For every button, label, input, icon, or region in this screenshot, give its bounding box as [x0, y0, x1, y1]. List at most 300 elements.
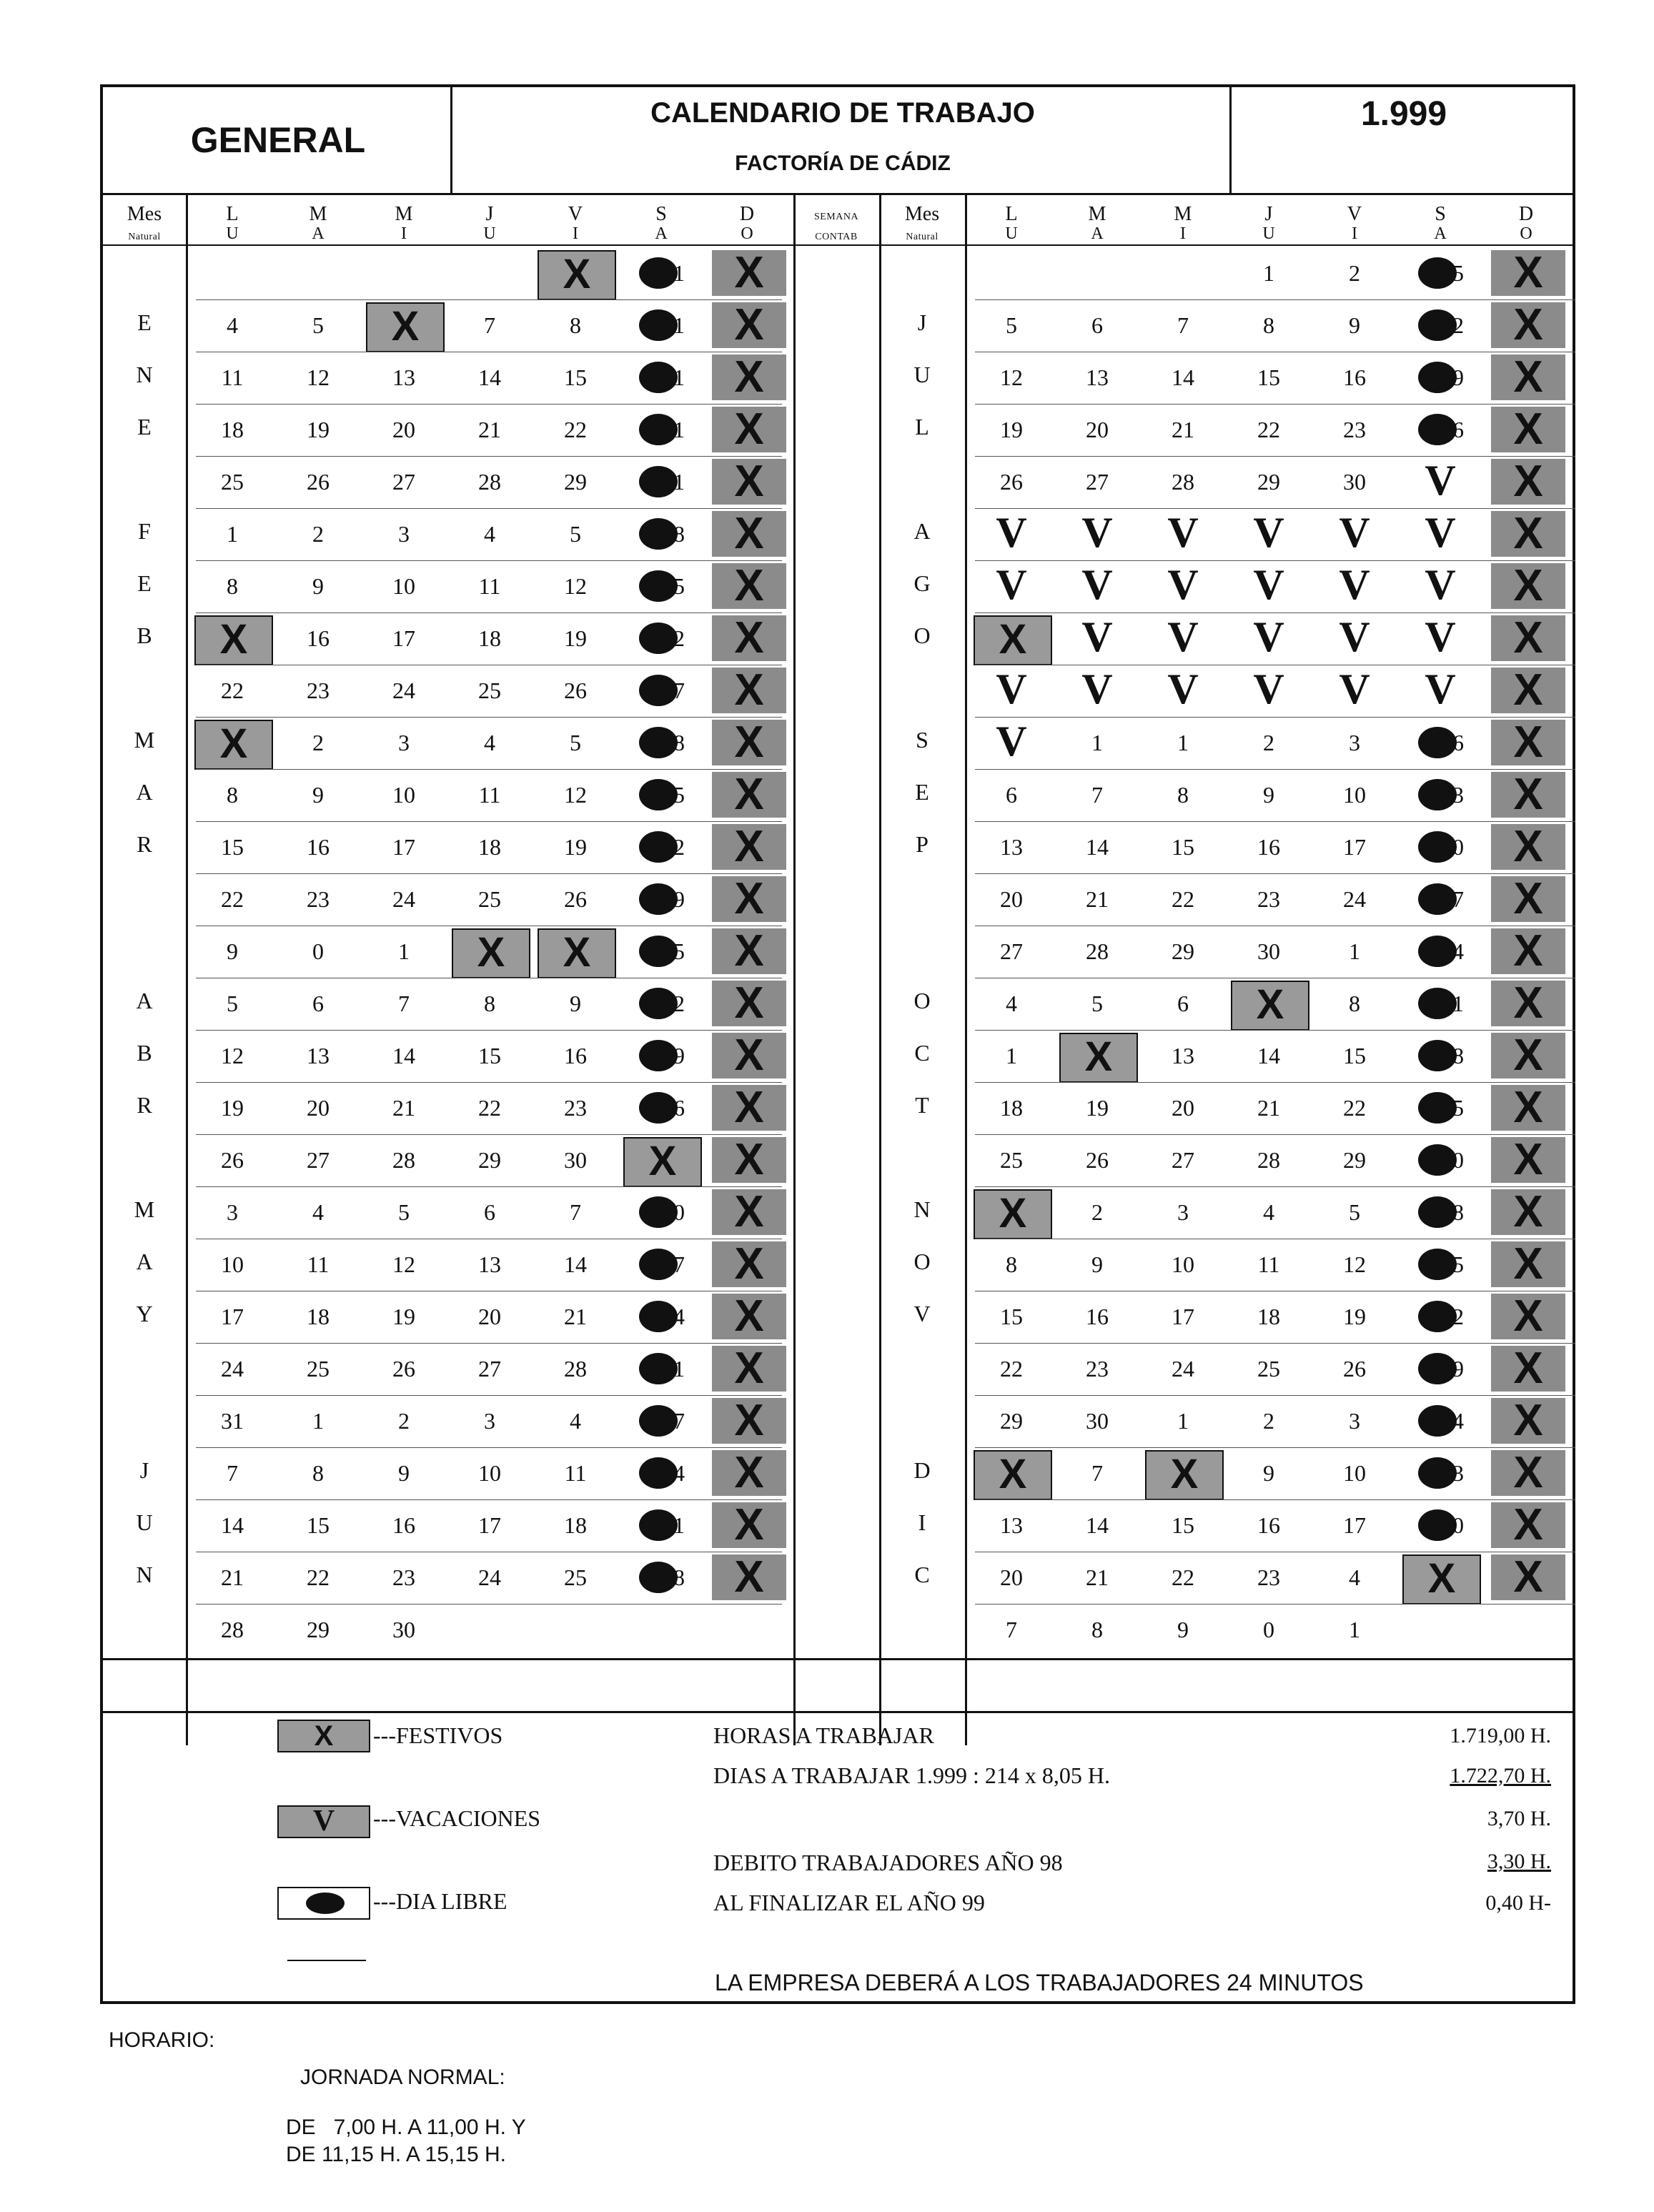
sunday-festivo-mark: X [1491, 1346, 1565, 1392]
day-number: 21 [478, 417, 501, 442]
day-number: 26 [221, 1147, 244, 1173]
vacaciones-mark: V [996, 718, 1027, 765]
festivo-mark: X [974, 1450, 1052, 1500]
day-header-sub: O [1520, 224, 1532, 243]
day-number: 13 [478, 1251, 501, 1277]
day-number: 23 [564, 1095, 587, 1121]
row-rule [196, 821, 782, 822]
week-number: 5 [673, 938, 685, 964]
week-number: 0 [673, 1199, 685, 1225]
row-rule [975, 1343, 1575, 1344]
sunday-festivo-mark: X [1491, 1398, 1565, 1444]
legend-blank-line [287, 1960, 366, 1961]
week-number: 5 [1452, 260, 1464, 286]
day-number: 15 [307, 1512, 330, 1538]
day-number: 21 [1257, 1095, 1280, 1121]
month-letter: L [915, 414, 929, 440]
week-number: 2 [673, 991, 685, 1016]
day-number: 8 [227, 573, 238, 599]
row-rule [975, 1186, 1575, 1187]
sunday-festivo-mark: X [712, 1294, 786, 1339]
day-number: 4 [1006, 991, 1017, 1016]
day-number: 9 [312, 573, 324, 599]
week-number: 9 [673, 1043, 685, 1068]
day-header: D [739, 203, 755, 225]
row-rule [196, 1134, 782, 1135]
vacaciones-mark: V [1253, 509, 1284, 556]
day-number: 8 [484, 991, 495, 1016]
sunday-festivo-mark: X [1491, 981, 1565, 1026]
day-header-sub: U [226, 224, 239, 243]
day-number: 15 [478, 1043, 501, 1068]
day-number: 0 [1263, 1617, 1274, 1642]
day-number: 16 [307, 834, 330, 860]
day-number: 22 [478, 1095, 501, 1121]
day-number: 27 [307, 1147, 330, 1173]
day-number: 11 [221, 364, 244, 390]
row-rule [975, 456, 1575, 457]
row-rule [975, 404, 1575, 405]
day-number: 22 [1172, 1564, 1194, 1590]
day-number: 7 [1091, 1460, 1103, 1486]
day-number: 9 [1091, 1251, 1103, 1277]
day-number: 19 [1343, 1304, 1366, 1329]
day-header-sub: A [1091, 224, 1104, 243]
month-letter: M [134, 727, 155, 753]
day-number: 9 [312, 782, 324, 808]
week-number: 1 [673, 312, 685, 338]
vacaciones-mark: V [1339, 665, 1370, 713]
day-number: 21 [392, 1095, 415, 1121]
week-number: 2 [673, 625, 685, 651]
sunday-festivo-mark: X [712, 459, 786, 505]
day-number: 14 [1086, 834, 1109, 860]
row-rule [975, 299, 1575, 300]
week-number: 1 [673, 469, 685, 495]
day-number: 16 [307, 625, 330, 651]
day-number: 8 [1091, 1617, 1103, 1642]
day-number: 23 [307, 886, 330, 912]
vacaciones-mark: V [996, 561, 1027, 608]
day-number: 21 [1086, 886, 1109, 912]
day-number: 1 [1177, 730, 1189, 755]
mes-sub-header: Natural [906, 232, 939, 242]
vacaciones-mark: V [1253, 665, 1284, 713]
day-number: 24 [392, 678, 415, 703]
sunday-festivo-mark: X [712, 302, 786, 348]
week-number: 1 [1452, 991, 1464, 1016]
day-number: 21 [564, 1304, 587, 1329]
month-letter: U [136, 1509, 153, 1535]
vacaciones-mark: V [1339, 561, 1370, 608]
day-header: S [655, 203, 667, 225]
vacaciones-mark: V [1425, 457, 1456, 504]
day-number: 14 [564, 1251, 587, 1277]
day-number: 7 [570, 1199, 581, 1225]
row-rule [196, 508, 782, 509]
day-number: 27 [1086, 469, 1109, 495]
day-number: 11 [564, 1460, 587, 1486]
mes-header: Mes [904, 203, 940, 225]
day-number: 8 [1177, 782, 1189, 808]
vacaciones-mark: V [1253, 561, 1284, 608]
week-number: 6 [673, 1095, 685, 1121]
day-number: 23 [392, 1564, 415, 1590]
sunday-festivo-mark: X [1491, 668, 1565, 713]
horas-label: HORAS A TRABAJAR [713, 1722, 934, 1748]
sunday-festivo-mark: X [1491, 354, 1565, 400]
vacaciones-mark: V [996, 509, 1027, 556]
sunday-festivo-mark: X [712, 615, 786, 661]
sunday-festivo-mark: X [1491, 876, 1565, 922]
day-number: 17 [221, 1304, 244, 1329]
day-header-sub: I [1180, 224, 1186, 243]
month-letter: N [913, 1196, 931, 1222]
day-number: 17 [1172, 1304, 1194, 1329]
sunday-festivo-mark: X [1491, 1033, 1565, 1078]
day-number: 7 [227, 1460, 238, 1486]
festivo-mark: X [194, 720, 273, 770]
day-number: 15 [1172, 1512, 1194, 1538]
day-number: 28 [392, 1147, 415, 1173]
day-number: 1 [1091, 730, 1103, 755]
vacaciones-mark: V [1081, 509, 1113, 556]
vacaciones-legend-icon: V [277, 1805, 370, 1838]
row-rule [975, 1499, 1575, 1500]
day-number: 2 [1091, 1199, 1103, 1225]
sunday-festivo-mark: X [1491, 1502, 1565, 1548]
day-number: 25 [478, 678, 501, 703]
day-number: 18 [307, 1304, 330, 1329]
factory-subtitle: FACTORÍA DE CÁDIZ [735, 152, 951, 175]
day-number: 19 [392, 1304, 415, 1329]
week-number: 5 [1452, 1251, 1464, 1277]
month-letter: P [916, 831, 928, 857]
week-number: 1 [673, 1356, 685, 1382]
day-header: J [485, 203, 494, 225]
day-number: 18 [478, 625, 501, 651]
day-number: 16 [392, 1512, 415, 1538]
day-number: 17 [478, 1512, 501, 1538]
vacaciones-legend-label: ---VACACIONES [373, 1805, 541, 1831]
day-number: 17 [392, 625, 415, 651]
day-number: 11 [478, 573, 501, 599]
day-header-sub: U [1262, 224, 1275, 243]
month-letter: E [137, 570, 152, 596]
day-number: 26 [564, 678, 587, 703]
day-number: 24 [392, 886, 415, 912]
day-number: 3 [398, 730, 410, 755]
week-number: 3 [1452, 782, 1464, 808]
day-number: 23 [307, 678, 330, 703]
sunday-festivo-mark: X [1491, 1241, 1565, 1287]
vacaciones-mark: V [1081, 561, 1113, 608]
day-header: S [1435, 203, 1446, 225]
week-number: 4 [1452, 938, 1464, 964]
day-number: 19 [221, 1095, 244, 1121]
day-number: 1 [312, 1408, 324, 1434]
month-letter: V [913, 1301, 931, 1326]
day-header: L [226, 203, 239, 225]
week-number: 0 [1452, 834, 1464, 860]
day-number: 4 [484, 521, 495, 547]
row-rule [196, 717, 782, 718]
day-header: M [395, 203, 413, 225]
day-number: 19 [564, 625, 587, 651]
day-number: 17 [392, 834, 415, 860]
sunday-festivo-mark: X [712, 876, 786, 922]
day-number: 7 [1091, 782, 1103, 808]
day-number: 10 [478, 1460, 501, 1486]
day-number: 12 [307, 364, 330, 390]
day-number: 3 [1177, 1199, 1189, 1225]
row-rule [196, 1395, 782, 1396]
week-number: 2 [673, 834, 685, 860]
day-number: 3 [227, 1199, 238, 1225]
day-number: 12 [392, 1251, 415, 1277]
day-number: 20 [392, 417, 415, 442]
day-number: 25 [478, 886, 501, 912]
row-rule [975, 1134, 1575, 1135]
festivo-mark: X [538, 928, 616, 978]
day-number: 9 [227, 938, 238, 964]
day-number: 25 [564, 1564, 587, 1590]
legend-top-rule [103, 1711, 1575, 1713]
month-letter: O [913, 988, 931, 1013]
month-letter: J [139, 1457, 149, 1483]
vacaciones-mark: V [1167, 561, 1199, 608]
day-number: 3 [1349, 730, 1360, 755]
day-number: 10 [392, 782, 415, 808]
day-header: D [1518, 203, 1534, 225]
sunday-festivo-mark: X [1491, 407, 1565, 452]
day-number: 10 [1343, 1460, 1366, 1486]
sunday-festivo-mark: X [1491, 563, 1565, 609]
row-rule [975, 1604, 1575, 1605]
day-number: 15 [1257, 364, 1280, 390]
week-number: 7 [1452, 886, 1464, 912]
row-rule [975, 717, 1575, 718]
mes-header: Mes [127, 203, 162, 225]
day-number: 20 [478, 1304, 501, 1329]
day-number: 18 [564, 1512, 587, 1538]
week-number: 1 [673, 364, 685, 390]
week-number: 4 [673, 1460, 685, 1486]
day-number: 29 [478, 1147, 501, 1173]
day-header: V [1347, 203, 1362, 225]
month-letter: R [137, 1092, 152, 1118]
day-number: 1 [1349, 938, 1360, 964]
day-number: 9 [398, 1460, 410, 1486]
day-number: 9 [1263, 1460, 1274, 1486]
dia-libre-legend-icon [277, 1887, 370, 1920]
year-heading: 1.999 [1360, 95, 1447, 133]
vacaciones-mark: V [1167, 509, 1199, 556]
day-number: 4 [1349, 1564, 1360, 1590]
day-number: 22 [564, 417, 587, 442]
day-header-sub: U [1005, 224, 1018, 243]
day-number: 25 [221, 469, 244, 495]
row-rule [196, 1499, 782, 1500]
day-number: 31 [221, 1408, 244, 1434]
day-number: 22 [307, 1564, 330, 1590]
row-rule [196, 1447, 782, 1448]
sunday-festivo-mark: X [712, 668, 786, 713]
day-number: 29 [307, 1617, 330, 1642]
week-number: 7 [673, 1251, 685, 1277]
day-number: 18 [478, 834, 501, 860]
day-header: M [1088, 203, 1106, 225]
calendar-title: CALENDARIO DE TRABAJO [650, 97, 1035, 129]
festivo-mark: X [452, 928, 530, 978]
day-number: 15 [221, 834, 244, 860]
vacaciones-mark: V [1081, 613, 1113, 660]
vacaciones-mark: V [1425, 561, 1456, 608]
day-number: 5 [570, 521, 581, 547]
horas-value: 1.719,00 H. [1450, 1724, 1551, 1747]
day-number: 26 [392, 1356, 415, 1382]
day-number: 9 [570, 991, 581, 1016]
day-header: M [309, 203, 327, 225]
day-number: 20 [1000, 886, 1023, 912]
day-number: 15 [1343, 1043, 1366, 1068]
sunday-festivo-mark: X [712, 1346, 786, 1392]
day-number: 22 [1257, 417, 1280, 442]
day-number: 7 [1006, 1617, 1017, 1642]
vacaciones-mark: V [1081, 665, 1113, 713]
header-divider [450, 87, 452, 193]
day-number: 17 [1343, 1512, 1366, 1538]
day-number: 10 [1343, 782, 1366, 808]
day-number: 7 [484, 312, 495, 338]
day-number: 28 [1086, 938, 1109, 964]
day-number: 13 [1000, 834, 1023, 860]
day-number: 28 [1257, 1147, 1280, 1173]
day-number: 0 [312, 938, 324, 964]
month-letter: M [134, 1196, 155, 1222]
vacaciones-mark: V [1339, 509, 1370, 556]
sunday-festivo-mark: X [712, 1189, 786, 1235]
jornada-label: JORNADA NORMAL: [300, 2065, 505, 2089]
vacaciones-mark: V [996, 665, 1027, 713]
day-number: 3 [484, 1408, 495, 1434]
day-number: 29 [1000, 1408, 1023, 1434]
day-header-sub: I [573, 224, 578, 243]
day-number: 9 [1177, 1617, 1189, 1642]
day-header: J [1264, 203, 1273, 225]
month-letter: A [136, 1249, 153, 1274]
day-number: 20 [1000, 1564, 1023, 1590]
row-rule [975, 769, 1575, 770]
month-letter: B [137, 623, 152, 648]
day-number: 1 [1349, 1617, 1360, 1642]
sunday-festivo-mark: X [712, 928, 786, 974]
festivo-mark: X [194, 615, 273, 665]
day-number: 24 [221, 1356, 244, 1382]
grid-line [965, 193, 967, 1745]
day-number: 13 [1086, 364, 1109, 390]
header-divider [1229, 87, 1232, 193]
festivo-mark: X [1145, 1450, 1224, 1500]
sunday-festivo-mark: X [1491, 1137, 1565, 1183]
festivo-mark: X [1402, 1554, 1481, 1605]
day-number: 13 [1172, 1043, 1194, 1068]
sunday-festivo-mark: X [1491, 928, 1565, 974]
day-header: L [1005, 203, 1018, 225]
week-number: 3 [1452, 1460, 1464, 1486]
row-rule [196, 1343, 782, 1344]
day-number: 5 [1006, 312, 1017, 338]
day-number: 29 [1343, 1147, 1366, 1173]
sunday-festivo-mark: X [1491, 772, 1565, 818]
day-number: 4 [227, 312, 238, 338]
row-rule [975, 873, 1575, 874]
week-number: 5 [1452, 1095, 1464, 1121]
day-number: 11 [307, 1251, 330, 1277]
day-number: 13 [307, 1043, 330, 1068]
vacaciones-mark: V [1425, 665, 1456, 713]
sunday-festivo-mark: X [1491, 1450, 1565, 1496]
day-header-sub: I [1352, 224, 1357, 243]
day-number: 28 [1172, 469, 1194, 495]
sunday-festivo-mark: X [712, 1137, 786, 1183]
week-number: 7 [673, 678, 685, 703]
day-number: 1 [1177, 1408, 1189, 1434]
day-number: 30 [564, 1147, 587, 1173]
day-number: 22 [221, 678, 244, 703]
sunday-festivo-mark: X [1491, 720, 1565, 765]
day-number: 4 [312, 1199, 324, 1225]
row-rule [975, 1395, 1575, 1396]
day-number: 23 [1343, 417, 1366, 442]
day-number: 12 [1343, 1251, 1366, 1277]
dias-value: 1.722,70 H. [1450, 1764, 1551, 1787]
day-number: 16 [1086, 1304, 1109, 1329]
row-rule [196, 456, 782, 457]
column-header-rule [103, 244, 1575, 246]
month-letter: S [916, 727, 928, 753]
row-rule [196, 299, 782, 300]
festivo-mark: X [1059, 1033, 1138, 1083]
day-header-sub: A [1434, 224, 1447, 243]
day-number: 26 [564, 886, 587, 912]
day-number: 8 [1263, 312, 1274, 338]
week-number: 0 [1452, 1147, 1464, 1173]
day-number: 30 [1343, 469, 1366, 495]
day-number: 18 [221, 417, 244, 442]
sunday-festivo-mark: X [712, 1033, 786, 1078]
day-number: 15 [1172, 834, 1194, 860]
week-number: 2 [1452, 1304, 1464, 1329]
day-number: 21 [221, 1564, 244, 1590]
day-number: 23 [1257, 1564, 1280, 1590]
day-number: 21 [1172, 417, 1194, 442]
day-number: 15 [1000, 1304, 1023, 1329]
sunday-festivo-mark: X [712, 407, 786, 452]
month-letter: I [918, 1509, 926, 1535]
sunday-festivo-mark: X [712, 981, 786, 1026]
day-number: 13 [392, 364, 415, 390]
row-rule [975, 1082, 1575, 1083]
day-number: 16 [1343, 364, 1366, 390]
day-number: 12 [1000, 364, 1023, 390]
day-number: 26 [1343, 1356, 1366, 1382]
day-number: 14 [392, 1043, 415, 1068]
day-number: 3 [1349, 1408, 1360, 1434]
row-rule [975, 821, 1575, 822]
grid-line [793, 193, 796, 1745]
day-number: 4 [484, 730, 495, 755]
